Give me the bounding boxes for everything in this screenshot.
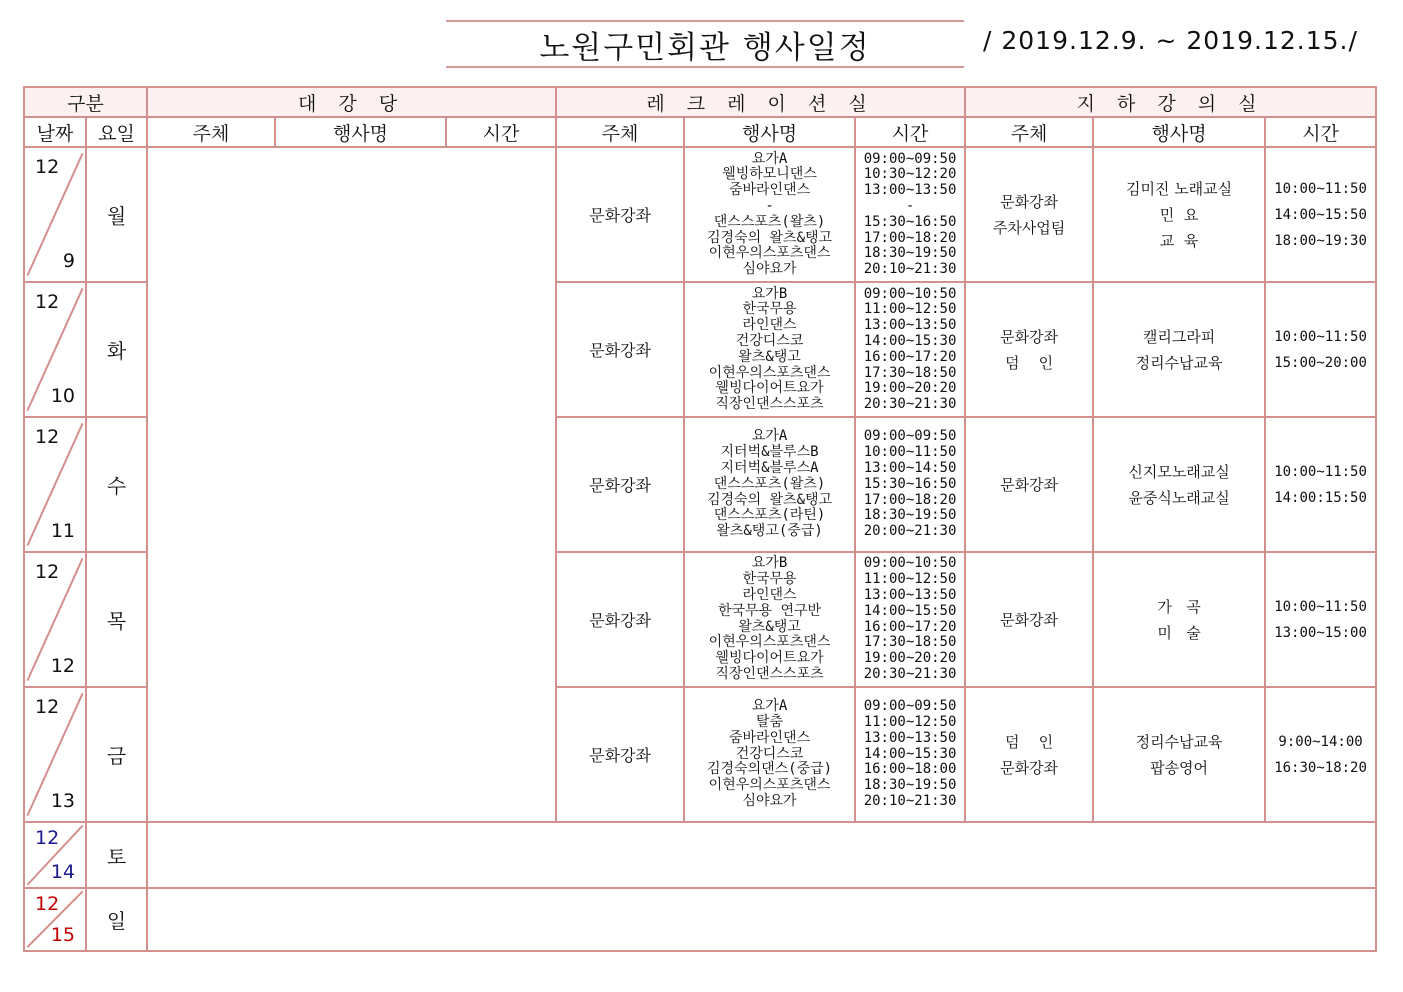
- rec-event: 한국무용: [742, 571, 797, 588]
- rec-event: 요가A: [751, 428, 788, 445]
- rec-time: 14:00~15:30: [863, 745, 957, 762]
- base-time: 10:00~11:50: [1274, 463, 1367, 480]
- auditorium-empty-block: [147, 147, 556, 822]
- rec-time: 13:00~13:50: [863, 729, 957, 746]
- base-time: 15:00~20:00: [1274, 354, 1367, 371]
- rec-time: 10:30~12:20: [863, 166, 957, 183]
- rec-time: 09:00~09:50: [863, 698, 957, 715]
- rec-event: 요가B: [751, 555, 788, 572]
- rec-event: 요가A: [751, 698, 788, 715]
- base-time: 9:00~14:00: [1278, 733, 1363, 750]
- rec-time: 18:30~19:50: [863, 777, 957, 794]
- event-header: 행사명: [1093, 117, 1265, 147]
- rec-event: 지터벅&블루스B: [720, 444, 819, 461]
- rec-subject: 문화강좌: [556, 417, 684, 552]
- rec-time: 13:00~13:50: [863, 317, 957, 334]
- base-time: 10:00~11:50: [1274, 598, 1367, 615]
- base-event: 김미진 노래교실: [1125, 179, 1233, 198]
- base-times: [1265, 147, 1376, 282]
- rec-time: 13:00~13:50: [863, 182, 957, 199]
- rec-time: 09:00~10:50: [863, 285, 957, 302]
- date-cell: [24, 417, 86, 552]
- rec-times: [855, 552, 965, 687]
- date-month: 12: [35, 426, 60, 449]
- rec-event: 줌바라인댄스: [728, 729, 811, 746]
- rec-event: 건강디스코: [735, 332, 804, 349]
- event-header: 행사명: [275, 117, 446, 147]
- rec-event: 왈츠&탱고(중급): [716, 523, 823, 540]
- base-event: 신지모노래교실: [1128, 462, 1230, 481]
- rec-event: 직장인댄스스포츠: [715, 666, 824, 683]
- rec-event: 왈츠&탱고: [738, 348, 801, 365]
- subject-header: 주체: [147, 117, 275, 147]
- rec-time: 18:30~19:50: [863, 507, 957, 524]
- rec-subject: 문화강좌: [556, 147, 684, 282]
- rec-time: 20:10~21:30: [863, 261, 957, 278]
- rec-event: 건강디스코: [735, 745, 804, 762]
- rec-subject: 문화강좌: [556, 552, 684, 687]
- rec-event: 한국무용 연구반: [717, 602, 822, 619]
- weekend-row: [24, 822, 1376, 888]
- base-subject: 문화강좌: [1000, 610, 1059, 629]
- base-times: [1265, 282, 1376, 417]
- base-event: 윤중식노래교실: [1128, 488, 1230, 507]
- base-events: [1093, 282, 1265, 417]
- rec-time: 19:00~20:20: [863, 380, 957, 397]
- base-subject: 문화강좌: [1000, 758, 1059, 777]
- rec-time: 11:00~12:50: [863, 301, 957, 318]
- rec-time: 17:00~18:20: [863, 229, 957, 246]
- rec-event: 김경숙의댄스(중급): [707, 761, 833, 778]
- rec-time: 15:30~16:50: [863, 213, 957, 230]
- rec-event: 댄스스포츠(왈츠): [713, 213, 826, 230]
- rec-time: 20:30~21:30: [863, 396, 957, 413]
- day-row: [24, 147, 1376, 282]
- rec-time: 16:00~17:20: [863, 618, 957, 635]
- weekday-cell: 수: [86, 417, 147, 552]
- page-title: 노원구민회관 행사일정: [446, 20, 964, 68]
- base-event: 민 요: [1159, 205, 1199, 224]
- rec-time: 09:00~10:50: [863, 555, 957, 572]
- header-row-columns: [24, 117, 1376, 147]
- base-event: 정리수납교육: [1135, 353, 1223, 372]
- base-subject: 덤 인: [1005, 353, 1054, 372]
- base-subjects: [965, 687, 1093, 822]
- date-cell: [24, 687, 86, 822]
- rec-time: 09:00~09:50: [863, 150, 957, 167]
- date-day: 13: [50, 790, 75, 813]
- hall-header-recreation: 레 크 레 이 션 실: [556, 87, 965, 117]
- rec-event: 댄스스포츠(왈츠): [713, 475, 826, 492]
- base-time: 16:30~18:20: [1274, 759, 1367, 776]
- rec-event: 이현우의스포츠댄스: [708, 777, 831, 794]
- rec-events: [684, 687, 855, 822]
- empty-day-block: [147, 822, 1376, 888]
- rec-event: 한국무용: [742, 301, 797, 318]
- base-event: 정리수납교육: [1135, 732, 1223, 751]
- rec-event: 지터벅&블루스A: [720, 460, 819, 477]
- base-subjects: [965, 282, 1093, 417]
- hall-header-auditorium: 대 강 당: [147, 87, 556, 117]
- rec-time: -: [905, 198, 915, 215]
- rec-time: 11:00~12:50: [863, 714, 957, 731]
- rec-event: 이현우의스포츠댄스: [708, 634, 831, 651]
- rec-time: 13:00~14:50: [863, 460, 957, 477]
- base-subjects: [965, 147, 1093, 282]
- rec-time: 19:00~20:20: [863, 650, 957, 667]
- rec-event: 웰빙다이어트요가: [715, 650, 824, 667]
- date-month: 12: [35, 696, 60, 719]
- date-month: 12: [35, 291, 60, 314]
- rec-times: [855, 687, 965, 822]
- date-day: 12: [50, 655, 75, 678]
- rec-events: [684, 147, 855, 282]
- base-event: 미 술: [1157, 623, 1201, 642]
- rec-event: 웰빙하모니댄스: [722, 166, 817, 183]
- hall-header-basement: 지 하 강 의 실: [965, 87, 1376, 117]
- base-subject: 덤 인: [1005, 732, 1054, 751]
- base-time: 18:00~19:30: [1274, 232, 1367, 249]
- event-header: 행사명: [684, 117, 855, 147]
- date-cell: [24, 888, 86, 951]
- schedule-period: / 2019.12.9. ~ 2019.12.15./: [983, 26, 1358, 55]
- date-cell: [24, 282, 86, 417]
- base-events: [1093, 417, 1265, 552]
- weekend-row: [24, 888, 1376, 951]
- rec-event: 왈츠&탱고: [738, 618, 801, 635]
- base-times: [1265, 687, 1376, 822]
- weekday-cell: 금: [86, 687, 147, 822]
- base-subject: 문화강좌: [1000, 327, 1059, 346]
- rec-event: 김경숙의 왈츠&탱고: [707, 491, 833, 508]
- date-month: 12: [35, 893, 60, 916]
- rec-time: 20:30~21:30: [863, 666, 957, 683]
- rec-event: 요가B: [751, 285, 788, 302]
- base-time: 10:00~11:50: [1274, 328, 1367, 345]
- weekday-cell: 일: [86, 888, 147, 951]
- base-time: 10:00~11:50: [1274, 180, 1367, 197]
- weekday-cell: 화: [86, 282, 147, 417]
- base-time: 13:00~15:00: [1274, 624, 1367, 641]
- rec-events: [684, 282, 855, 417]
- date-day: 10: [50, 385, 75, 408]
- base-subjects: [965, 552, 1093, 687]
- subject-header: 주체: [556, 117, 684, 147]
- date-day: 11: [50, 520, 75, 543]
- weekday-cell: 토: [86, 822, 147, 888]
- schedule-table: [23, 86, 1377, 952]
- date-day: 14: [50, 861, 75, 884]
- weekday-header: 요일: [86, 117, 147, 147]
- rec-event: 이현우의스포츠댄스: [708, 364, 831, 381]
- base-events: [1093, 147, 1265, 282]
- base-events: [1093, 552, 1265, 687]
- rec-time: 17:00~18:20: [863, 491, 957, 508]
- rec-time: 14:00~15:30: [863, 332, 957, 349]
- rec-time: 16:00~18:00: [863, 761, 957, 778]
- base-event: 캘리그라피: [1142, 327, 1216, 346]
- header-row-halls: [24, 87, 1376, 117]
- weekday-cell: 월: [86, 147, 147, 282]
- group-header: 구분: [24, 87, 147, 117]
- date-month: 12: [35, 561, 60, 584]
- subject-header: 주체: [965, 117, 1093, 147]
- rec-time: 17:30~18:50: [863, 364, 957, 381]
- rec-time: 14:00~15:50: [863, 602, 957, 619]
- time-header: 시간: [855, 117, 965, 147]
- base-time: 14:00~15:50: [1274, 206, 1367, 223]
- base-times: [1265, 417, 1376, 552]
- date-cell: [24, 822, 86, 888]
- rec-time: 18:30~19:50: [863, 245, 957, 262]
- base-event: 가 곡: [1157, 597, 1201, 616]
- rec-events: [684, 417, 855, 552]
- base-subject: 문화강좌: [1000, 192, 1059, 211]
- rec-event: 김경숙의 왈츠&탱고: [707, 229, 833, 246]
- rec-subject: 문화강좌: [556, 687, 684, 822]
- rec-time: 10:00~11:50: [863, 444, 957, 461]
- rec-event: 웰빙다이어트요가: [715, 380, 824, 397]
- base-subject: 문화강좌: [1000, 475, 1059, 494]
- time-header: 시간: [1265, 117, 1376, 147]
- base-events: [1093, 687, 1265, 822]
- rec-time: 13:00~13:50: [863, 587, 957, 604]
- rec-time: 15:30~16:50: [863, 475, 957, 492]
- rec-event: 줌바라인댄스: [728, 182, 811, 199]
- rec-times: [855, 282, 965, 417]
- rec-time: 20:10~21:30: [863, 793, 957, 810]
- date-cell: [24, 147, 86, 282]
- rec-times: [855, 147, 965, 282]
- rec-time: 09:00~09:50: [863, 428, 957, 445]
- base-time: 14:00:15:50: [1274, 489, 1367, 506]
- empty-day-block: [147, 888, 1376, 951]
- base-event: 팝송영어: [1150, 758, 1209, 777]
- rec-time: 17:30~18:50: [863, 634, 957, 651]
- weekday-cell: 목: [86, 552, 147, 687]
- time-header: 시간: [446, 117, 556, 147]
- rec-time: 20:00~21:30: [863, 523, 957, 540]
- rec-events: [684, 552, 855, 687]
- rec-time: 16:00~17:20: [863, 348, 957, 365]
- base-subject: 주차사업팀: [992, 218, 1066, 237]
- base-event: 교 육: [1159, 231, 1199, 250]
- date-day: 15: [50, 924, 75, 946]
- rec-subject: 문화강좌: [556, 282, 684, 417]
- date-header: 날짜: [24, 117, 86, 147]
- date-day: 9: [62, 250, 75, 273]
- rec-event: 이현우의스포츠댄스: [708, 245, 831, 262]
- rec-time: 11:00~12:50: [863, 571, 957, 588]
- rec-event: 라인댄스: [742, 317, 797, 334]
- rec-event: 심야요가: [742, 793, 797, 810]
- rec-event: 탈춤: [756, 714, 784, 731]
- rec-event: 요가A: [751, 150, 788, 167]
- date-cell: [24, 552, 86, 687]
- rec-times: [855, 417, 965, 552]
- rec-event: 심야요가: [742, 261, 797, 278]
- rec-event: 댄스스포츠(라틴): [713, 507, 826, 524]
- date-month: 12: [35, 827, 60, 850]
- date-month: 12: [35, 156, 60, 179]
- base-subjects: [965, 417, 1093, 552]
- rec-event: -: [765, 198, 774, 215]
- rec-event: 라인댄스: [742, 587, 797, 604]
- base-times: [1265, 552, 1376, 687]
- rec-event: 직장인댄스스포츠: [715, 396, 824, 413]
